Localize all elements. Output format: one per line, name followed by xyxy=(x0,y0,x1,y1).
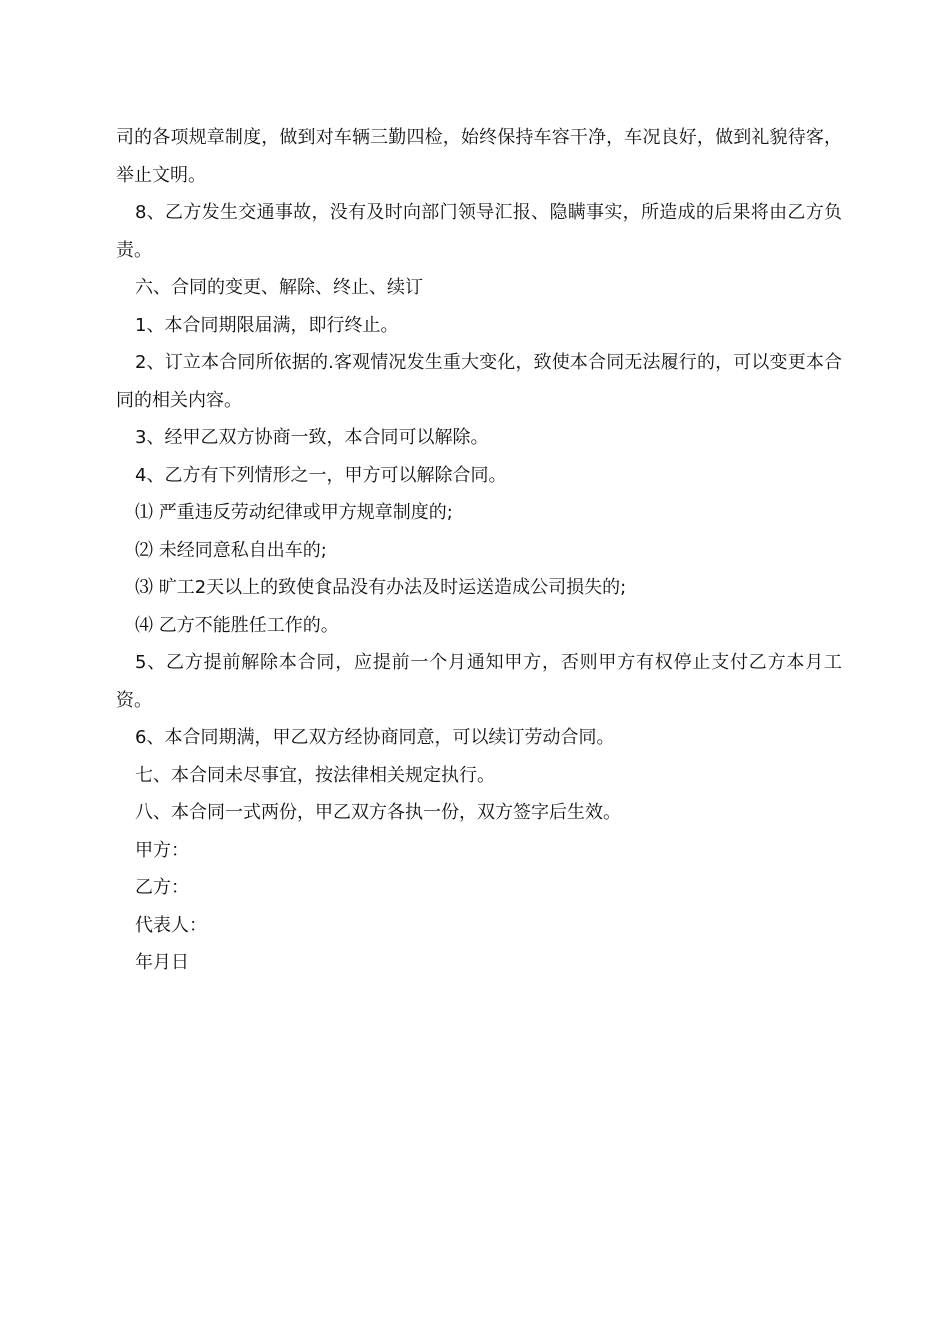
paragraph-rules-continuation: 司的各项规章制度，做到对车辆三勤四检，始终保持车容干净，车况良好，做到礼貌待客，举止文明。 xyxy=(116,127,842,186)
paragraph-6-6: 6、本合同期满，甲乙双方经协商同意，可以续订劳动合同。 xyxy=(135,727,615,748)
paragraph-6-2: 2、订立本合同所依据的.客观情况发生重大变化，致使本合同无法履行的，可以变更本合同的相关内容。 xyxy=(116,352,842,411)
paragraph-6-5: 5、乙方提前解除本合同，应提前一个月通知甲方，否则甲方有权停止支付乙方本月工资。 xyxy=(116,652,842,711)
document-body xyxy=(116,119,842,982)
paragraph-6-4: 4、乙方有下列情形之一，甲方可以解除合同。 xyxy=(135,464,507,486)
paragraph-clause-8: 8、乙方发生交通事故，没有及时向部门领导汇报、隐瞒事实，所造成的后果将由乙方负责。 xyxy=(116,202,842,261)
signature-date: 年月日 xyxy=(135,952,189,973)
signature-party-a: 甲方： xyxy=(135,839,189,861)
section-heading-6: 六、合同的变更、解除、终止、续订 xyxy=(135,277,423,298)
signature-representative: 代表人： xyxy=(135,914,207,936)
section-heading-7: 七、本合同未尽事宜，按法律相关规定执行。 xyxy=(135,764,495,786)
list-item-3: ⑶ 旷工2天以上的致使食品没有办法及时运送造成公司损失的; xyxy=(135,577,627,598)
paragraph-6-1: 1、本合同期限届满，即行终止。 xyxy=(135,314,399,336)
signature-party-b: 乙方： xyxy=(135,877,189,898)
list-item-4: ⑷ 乙方不能胜任工作的。 xyxy=(135,614,339,636)
list-item-1: ⑴ 严重违反劳动纪律或甲方规章制度的; xyxy=(135,502,453,523)
section-heading-8: 八、本合同一式两份，甲乙双方各执一份，双方签字后生效。 xyxy=(135,802,621,823)
paragraph-6-3: 3、经甲乙双方协商一致，本合同可以解除。 xyxy=(135,427,489,448)
list-item-2: ⑵ 未经同意私自出车的; xyxy=(135,539,327,561)
